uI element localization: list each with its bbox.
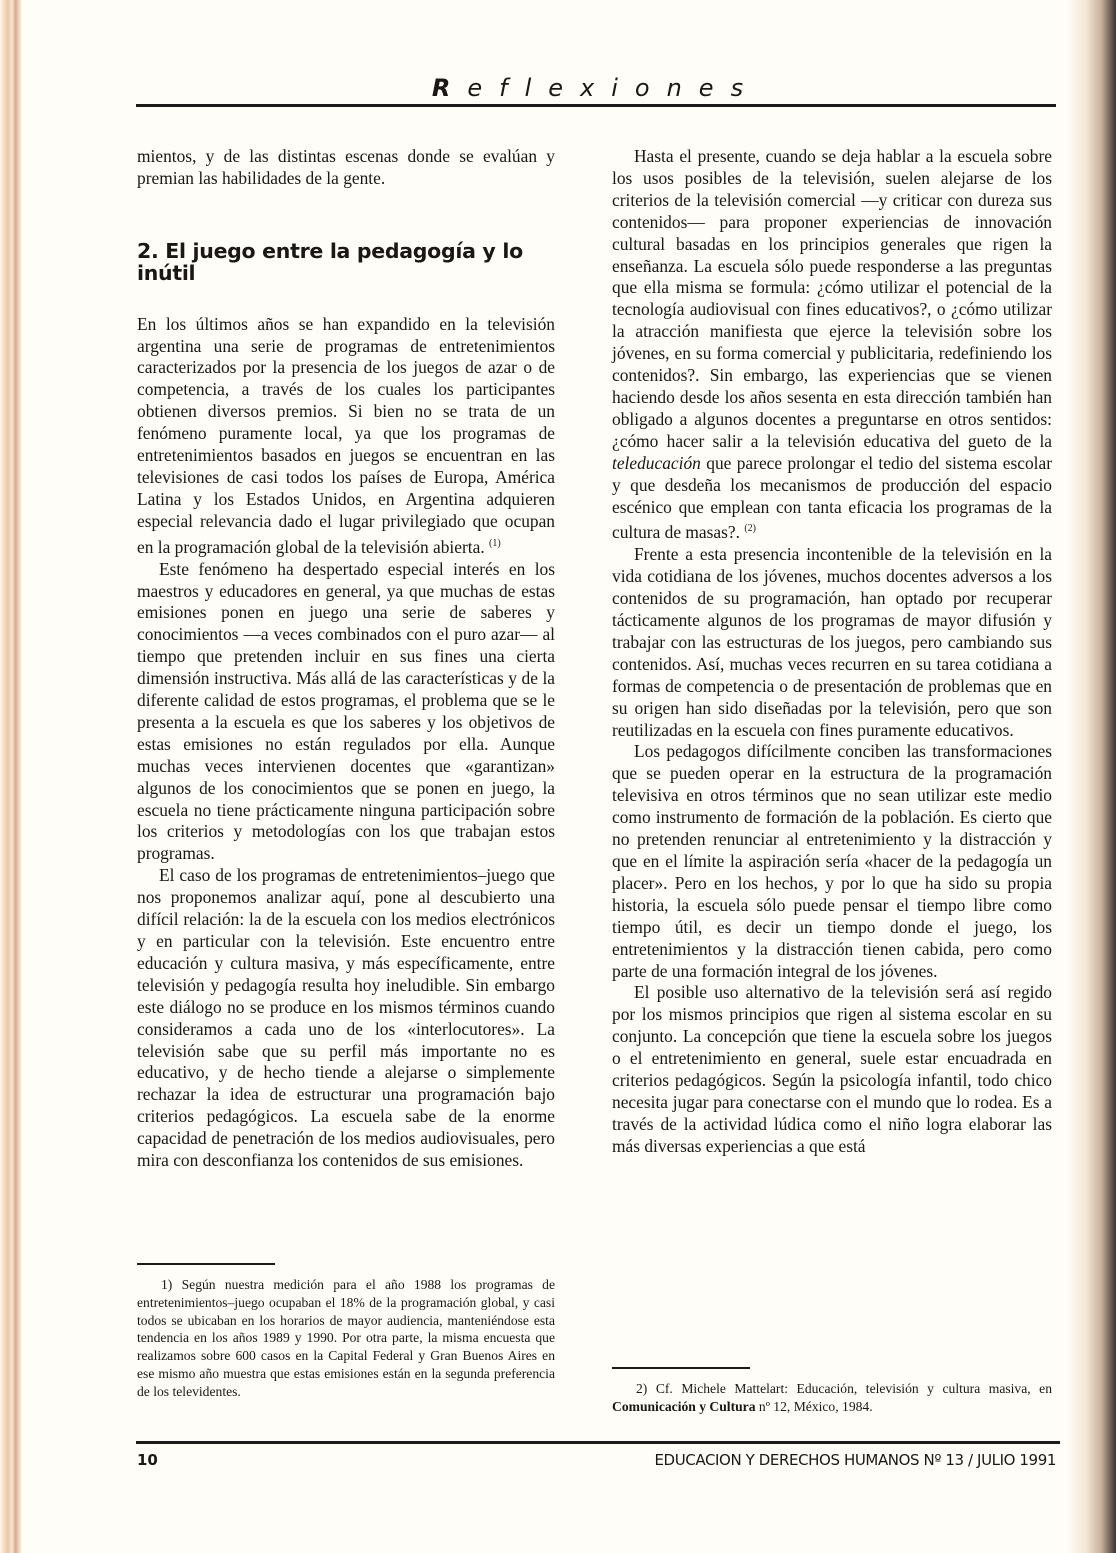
footnote-ref-1[interactable]: (1) [489, 537, 501, 549]
paragraph-text: Hasta el presente, cuando se deja hablar a la escuela sobre los usos posibles de la televisión, suelen alejarse de los criterios de la televisión comercial —y criticar con dureza sus contenidos— para proponer experiencias de innovación cultural basadas en los principios generales que rigen la enseñanza. La escuela sólo puede responderse a las preguntas que ella misma se formula: ¿cómo utilizar el potencial de la tecnología audiovisual con fines educativos?, o ¿cómo utilizar la atracción manifiesta que ejerce la televisión sobre los jóvenes, en su forma comercial y publicitaria, redefiniendo los contenidos?. Sin embargo, las experiencias que se vienen haciendo desde los años sesenta en esta dirección también han obligado a algunos docentes a preguntarse en otros sentidos: ¿cómo hacer salir a la televisión educativa del gueto de la [612, 146, 1052, 451]
paragraph-text: que parece prolongar el tedio del sistema escolar y que desdeña los mecanismos de producción del espacio escénico que emplean con tanta eficacia los programas de la cultura de masas?. [612, 452, 1052, 543]
italic-term: teleducación [612, 452, 701, 473]
body-paragraph: El caso de los programas de entretenimientos–juego que nos proponemos analizar aquí, pone al descubierto una difícil relación: la de la escuela con los medios electrónicos y en particular con la televisión. Este encuentro entre educación y cultura masiva, y más específicamente, entre televisión y pedagogía resulta hoy ineludible. Sin embargo este diálogo no se produce en los mismos términos cuando consideramos a cada uno de los «interlocutores». La televisión sabe que su perfil más importante no es educativo, y de hecho tiende a alejarse o simplemente rechazar la idea de estructurar una programación bajo criterios pedagógicos. La escuela sabe de la enorme capacidad de penetración de los medios audiovisuales, pero mira con desconfianza los contenidos de sus emisiones. [137, 865, 555, 1171]
left-column [137, 146, 555, 1172]
footnote-ref-2[interactable]: (2) [744, 523, 756, 535]
section-heading: 2. El juego entre la pedagogía y lo inútil [137, 238, 523, 285]
footnote-rule-right [612, 1367, 750, 1369]
running-head-rest: eflexiones [467, 74, 761, 102]
page-number: 10 [137, 1451, 158, 1469]
footnote-citation: 2) Cf. Michele Mattelart: Educación, televisión y cultura masiva, en [636, 1381, 1052, 1396]
footnote-rule-left [137, 1263, 275, 1265]
footnote-1 [137, 1276, 555, 1401]
body-paragraph [612, 146, 1052, 544]
page-edge-right [1066, 0, 1116, 1553]
footnote-text [612, 1380, 1052, 1416]
footnote-journal-title: Comunicación y Cultura [612, 1398, 756, 1414]
continuation-paragraph: mientos, y de las distintas escenas donde se evalúan y premian las habilidades de la gente. [137, 146, 555, 188]
body-paragraph: Frente a esta presencia incontenible de la televisión en la vida cotidiana de los jóvenes, muchos docentes adversos a los contenidos de su programación, han optado por recuperar tácticamente algunos de los programas de mayor difusión y trabajar con las estructuras de los juegos, pero cambiando sus contenidos. Así, muchas veces recurren en su tarea cotidiana a formas de competencia o de presentación de problemas que en su origen han sido diseñadas por la televisión, pero que son reutilizadas en la escuela con fines puramente educativos. [612, 544, 1052, 740]
footer-rule [136, 1441, 1060, 1444]
header-rule [136, 104, 1056, 107]
body-paragraph [137, 314, 555, 559]
footnote-citation-end: nº 12, México, 1984. [755, 1398, 873, 1414]
body-paragraph: Los pedagogos difícilmente conciben las transformaciones que se pueden operar en la estructura de la programación televisiva en otros términos que no sean utilizar este medio como instrumento de formación de la población. Es cierto que no pretenden renunciar al entretenimiento y la distracción y que en el límite la aspiración sería «hacer de la pedagogía un placer». Pero en los hechos, y por lo que ha sido su propia historia, la escuela sólo puede pensar el tiempo libre como tiempo útil, es decir un tiempo donde el juego, los entretenimientos y la distracción tienen cabida, pero como parte de una formación integral de los jóvenes. [612, 741, 1052, 981]
body-paragraph: El posible uso alternativo de la televisión será así regido por los mismos principios que rigen al sistema escolar en su conjunto. La concepción que tiene la escuela sobre los juegos o el entretenimiento en general, suele estar encuadrada en criterios pedagógicos. Según la psicología infantil, todo chico necesita jugar para conectarse con el mundo que lo rodea. Es a través de la actividad lúdica como el niño logra elaborar las más diversas experiencias a que está [612, 982, 1052, 1156]
footnote-2 [612, 1380, 1052, 1416]
running-head-initial: R [431, 74, 468, 102]
paragraph-text: En los últimos años se han expandido en la televisión argentina una serie de programas de entretenimientos caracterizados por la presencia de los juegos de azar o de competencia, a través de los cuales los participantes obtienen diversos premios. Si bien no se trata de un fenómeno puramente local, ya que los programas de entretenimientos basados en juegos se encuentran en las televisiones de casi todos los países de Europa, América Latina y los Estados Unidos, en Argentina adquieren especial relevancia dado el lugar privilegiado que ocupan en la programación global de la televisión abierta. [137, 313, 555, 557]
page-edge-left [0, 0, 22, 1553]
running-head [136, 74, 1056, 102]
right-column [612, 146, 1052, 1158]
journal-footer: EDUCACION Y DERECHOS HUMANOS Nº 13 / JULIO 1991 [654, 1451, 1056, 1469]
body-paragraph: Este fenómeno ha despertado especial interés en los maestros y educadores en general, ya que muchas de estas emisiones ponen en juego una serie de saberes y conocimientos —a veces combinados con el puro azar— al tiempo que pretenden incluir en sus fines una cierta dimensión instructiva. Más allá de las características y de la diferente calidad de estos programas, el problema que se le presenta a la escuela es que los saberes y los objetivos de estas emisiones no están regulados por ella. Aunque muchas veces intervienen docentes que «garantizan» algunos de los conocimientos que se ponen en juego, la escuela no tiene prácticamente ninguna participación sobre los criterios y metodologías con los que trabajan estos programas. [137, 558, 555, 864]
footnote-text: 1) Según nuestra medición para el año 1988 los programas de entretenimientos–juego ocupaban el 18% de la programación global, y casi todos se ubicaban en los horarios de mayor audiencia, manteniéndose esta tendencia en los años 1989 y 1990. Por otra parte, la misma encuesta que realizamos sobre 600 casos en la Capital Federal y Gran Buenos Aires en ese mismo año muestra que estas emisiones están en la segunda preferencia de los televidentes. [137, 1277, 555, 1399]
